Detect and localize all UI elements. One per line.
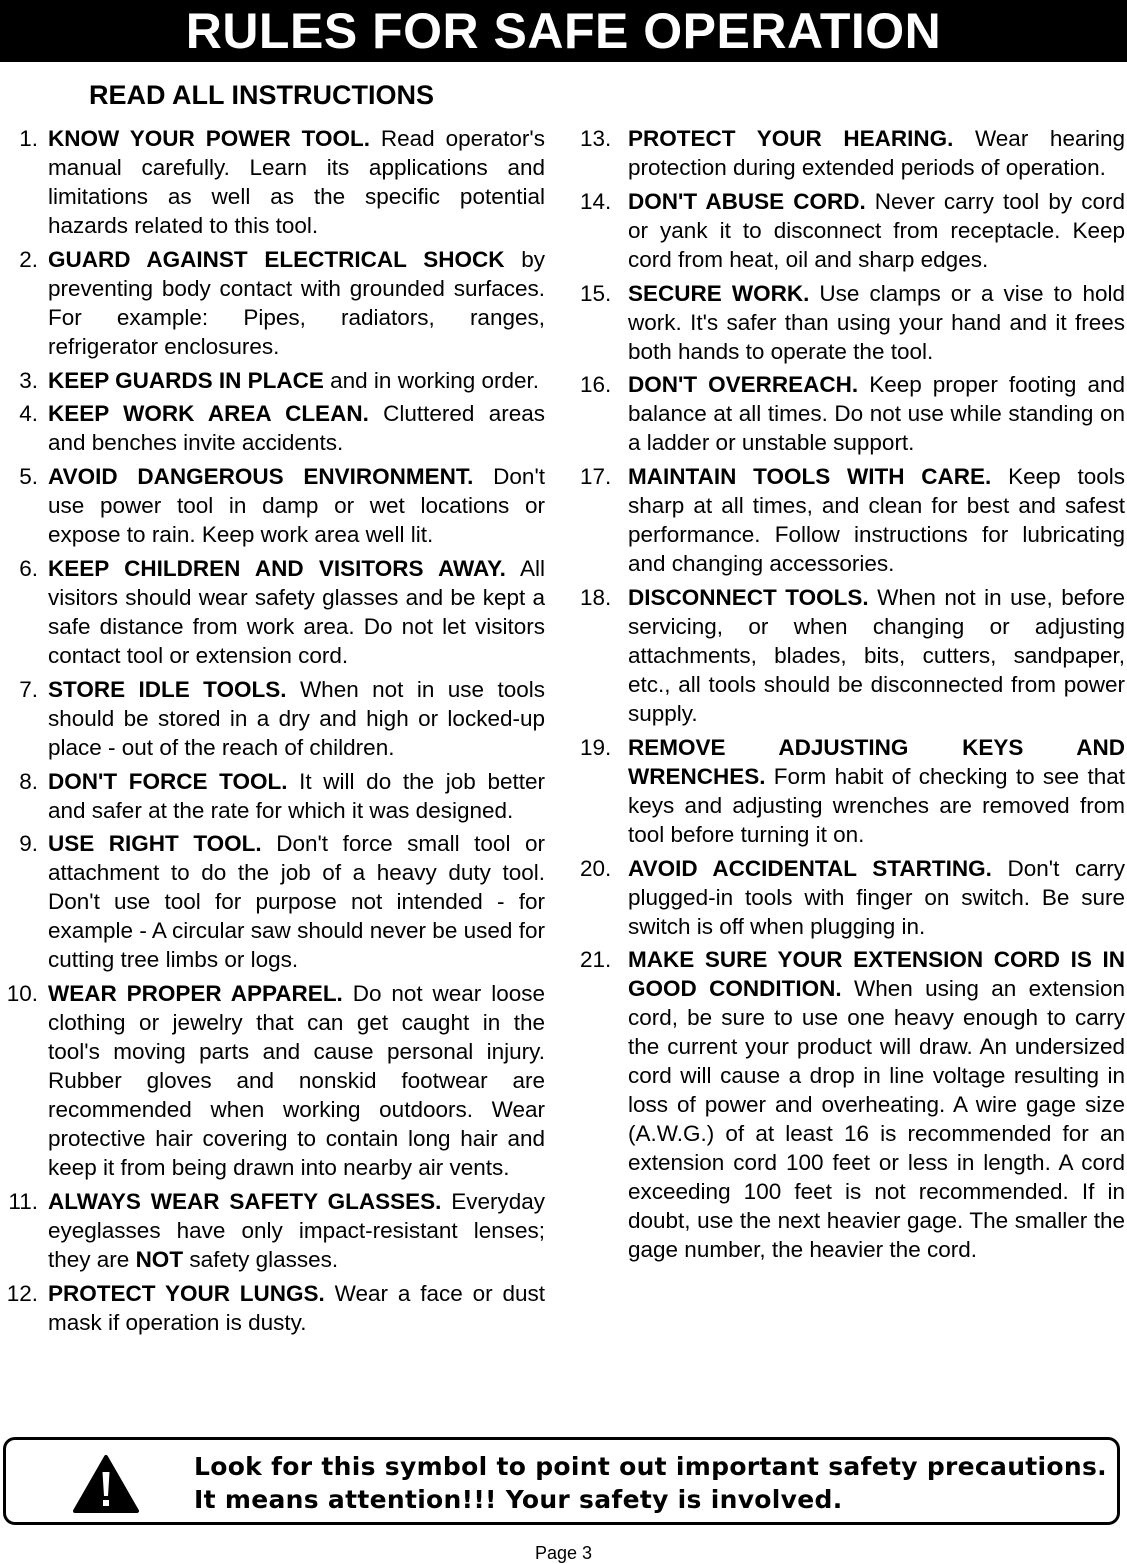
rule-item — [0, 979, 545, 1182]
rule-emphasis: NOT — [135, 1246, 184, 1272]
rules-column-left — [0, 124, 545, 1342]
rule-text: Never carry tool by cord or yank it to disconnect from receptacle. Keep cord from heat, oil and sharp edges. — [628, 188, 1125, 272]
rule-text: All visitors should wear safety glasses and be kept a safe distance from work area. Do not let visitors contact tool or extension cord. — [48, 555, 545, 668]
rule-text: safety glasses. — [183, 1246, 339, 1272]
rule-item — [0, 675, 545, 762]
rule-title: STORE IDLE TOOLS. — [48, 676, 287, 702]
rule-number: 14. — [580, 188, 612, 214]
page-number: Page 3 — [534, 1543, 593, 1563]
rule-text: Keep proper footing and balance at all times. Do not use while standing on a ladder or unstable support. — [628, 372, 1125, 456]
rule-number: 15. — [580, 280, 612, 306]
rule-text: It will do the job better and safer at the rate for which it was designed. — [48, 768, 545, 823]
rule-title: DISCONNECT TOOLS. — [628, 584, 869, 610]
section-subheading: READ ALL INSTRUCTIONS — [89, 80, 435, 110]
rule-number: 4. — [19, 401, 38, 427]
rule-item — [0, 399, 545, 457]
rule-title: AVOID ACCIDENTAL STARTING. — [628, 855, 992, 881]
rule-title: MAINTAIN TOOLS WITH CARE. — [628, 464, 992, 490]
rule-number: 8. — [19, 768, 38, 794]
rule-item — [580, 462, 1125, 578]
rule-title: DON'T ABUSE CORD. — [628, 188, 866, 214]
rule-number: 21. — [580, 947, 612, 973]
rule-text: by preventing body contact with grounded surfaces. For example: Pipes, radiators, ranges, refrigerator enclosures. — [48, 246, 545, 359]
rule-text: When using an extension cord, be sure to use one heavy enough to carry the current your product will draw. An undersized cord will cause a drop in line voltage resulting in loss of power and overheating. A wire gage size (A.W.G.) of at least 16 is recommended for an extension cord 100 feet or less in length. A cord exceeding 100 feet is not recommended. If in doubt, use the next heavier gage. The smaller the gage number, the heavier the cord. — [628, 976, 1126, 1263]
rule-number: 1. — [19, 126, 38, 151]
rule-text: Read operator's manual carefully. Learn its applications and limitations as well as the specific potential hazards related to this tool. — [48, 126, 545, 238]
rule-number: 10. — [6, 981, 38, 1007]
rule-number: 18. — [580, 584, 612, 610]
rule-title: KEEP WORK AREA CLEAN. — [48, 401, 369, 427]
rule-title: KEEP CHILDREN AND VISITORS AWAY. — [48, 555, 506, 581]
rule-text: Don't carry plugged-in tools with finger on switch. Be sure switch is off when plugging in. — [628, 855, 1126, 939]
rule-item — [580, 583, 1125, 728]
rule-text: and in working order. — [323, 367, 540, 393]
rule-title: REMOVE ADJUSTING KEYS AND WRENCHES. — [628, 734, 1125, 789]
rule-item — [580, 370, 1125, 457]
rule-text: When not in use, before servicing, or when changing or adjusting attachments, blades, bits, cutters, sandpaper, etc., all tools should be disconnected from power supply. — [628, 584, 1125, 726]
rules-column-right — [580, 124, 1125, 1269]
rule-number: 11. — [8, 1188, 38, 1214]
rule-item — [0, 767, 545, 825]
page-title: RULES FOR SAFE OPERATION — [0, 0, 1127, 62]
rule-text: When not in use tools should be stored in a dry and high or locked-up place - out of the reach of children. — [48, 676, 545, 760]
safety-notice-box — [3, 1437, 1120, 1525]
rule-number: 5. — [19, 464, 38, 490]
rule-number: 16. — [580, 372, 612, 398]
rule-item — [0, 245, 545, 361]
rule-item — [580, 733, 1125, 849]
rule-title: ALWAYS WEAR SAFETY GLASSES. — [48, 1188, 442, 1214]
rule-text: Form habit of checking to see that keys and adjusting wrenches are removed from tool before turning it on. — [628, 763, 1125, 847]
rule-title: PROTECT YOUR HEARING. — [628, 126, 954, 151]
rule-number: 17. — [580, 464, 612, 490]
rule-number: 2. — [19, 246, 38, 272]
rule-item — [0, 829, 545, 974]
rule-number: 3. — [19, 367, 38, 393]
rule-title: MAKE SURE YOUR EXTENSION CORD IS IN GOOD CONDITION. — [628, 947, 1125, 1002]
rule-title: USE RIGHT TOOL. — [48, 831, 262, 857]
rule-item — [0, 124, 545, 240]
rule-text: Everyday eyeglasses have only impact-resistant lenses; they are — [48, 1188, 545, 1272]
rule-number: 20. — [580, 855, 612, 881]
rule-title: DON'T FORCE TOOL. — [48, 768, 288, 794]
rule-text: Do not wear loose clothing or jewelry that can get caught in the tool's moving parts and cause personal injury. Rubber gloves and nonskid footwear are recommended when working outdoors. Wear protective hair covering to contain long hair and keep it from being drawn into nearby air vents. — [48, 981, 545, 1181]
rule-number: 13. — [580, 126, 612, 151]
rule-text: Use clamps or a vise to hold work. It's safer than using your hand and it frees both hands to operate the tool. — [628, 280, 1126, 364]
notice-line-2: It means attention!!! Your safety is involved. — [194, 1485, 843, 1514]
rule-item — [0, 554, 545, 670]
rule-text: Cluttered areas and benches invite accidents. — [48, 401, 545, 456]
rule-number: 7. — [19, 676, 38, 702]
rule-item — [0, 1187, 545, 1274]
rule-item — [580, 279, 1125, 366]
notice-text — [194, 1450, 1107, 1516]
rule-text: Wear a face or dust mask if operation is dusty. — [48, 1280, 545, 1335]
rule-item — [0, 462, 545, 549]
rule-item — [580, 854, 1125, 941]
rule-text: Keep tools sharp at all times, and clean for best and safest performance. Follow instructions for lubricating and changing accessories. — [628, 464, 1125, 577]
rule-text: Wear hearing protection during extended periods of operation. — [628, 126, 1125, 180]
rule-title: KEEP GUARDS IN PLACE — [48, 367, 324, 393]
rule-item — [580, 945, 1125, 1264]
rule-item — [0, 366, 545, 395]
rule-title: DON'T OVERREACH. — [628, 372, 859, 398]
warning-icon — [72, 1454, 140, 1514]
rule-number: 12. — [6, 1280, 38, 1306]
rule-text: Don't force small tool or attachment to do the job of a heavy duty tool. Don't use tool for purpose not intended - for example - A circular saw should never be used for cutting tree limbs or logs. — [48, 831, 545, 973]
rule-title: WEAR PROPER APPAREL. — [48, 981, 343, 1007]
rule-text: Don't use power tool in damp or wet locations or expose to rain. Keep work area well lit. — [48, 464, 545, 548]
notice-line-1: Look for this symbol to point out important safety precautions. — [194, 1452, 1107, 1481]
rule-item — [0, 1279, 545, 1337]
rule-title: PROTECT YOUR LUNGS. — [48, 1280, 325, 1306]
rule-title: GUARD AGAINST ELECTRICAL SHOCK — [48, 246, 505, 272]
rule-number: 19. — [580, 734, 612, 760]
rule-title: SECURE WORK. — [628, 280, 810, 306]
rule-title: KNOW YOUR POWER TOOL. — [48, 126, 370, 151]
rule-item — [580, 187, 1125, 274]
rule-item — [580, 124, 1125, 182]
rule-number: 9. — [19, 831, 38, 857]
rule-title: AVOID DANGEROUS ENVIRONMENT. — [48, 464, 474, 490]
rule-number: 6. — [19, 555, 38, 581]
